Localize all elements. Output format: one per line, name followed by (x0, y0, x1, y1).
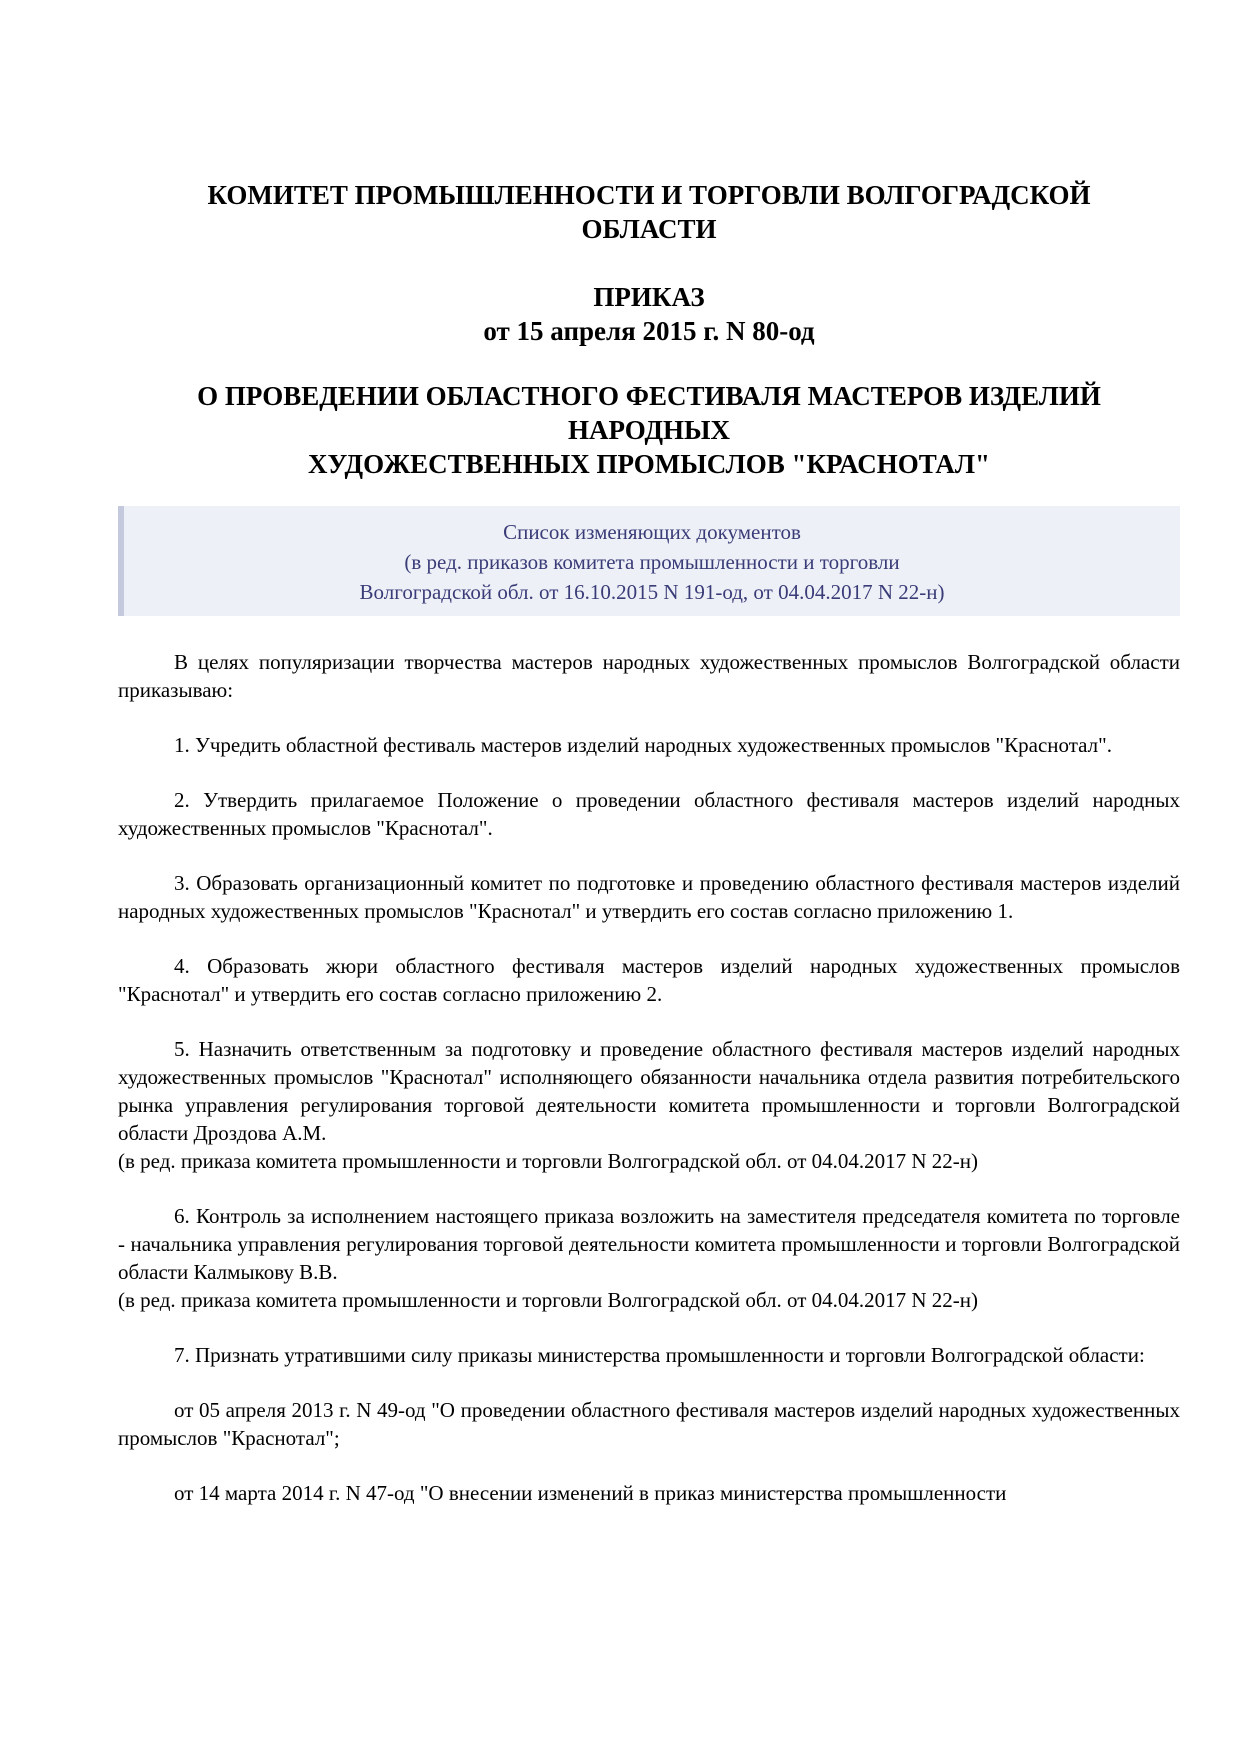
doc-type: ПРИКАЗ (593, 282, 705, 312)
item-6-block (118, 1202, 1180, 1314)
item-5: 5. Назначить ответственным за подготовку и проведение областного фестиваля мастеров изделий народных художественных промыслов "Краснотал" исполняющего обязанности начальника отдела развития потребительского рынка управления регулирования торговой деятельности комитета промышленности и торговли Волгоградской области Дроздова А.М. (118, 1037, 1180, 1145)
title-line-2: НАРОДНЫХ (567, 415, 731, 445)
item-2: 2. Утвердить прилагаемое Положение о проведении областного фестиваля мастеров изделий народных художественных промыслов "Краснотал". (118, 788, 1180, 840)
item-3: 3. Образовать организационный комитет по подготовке и проведению областного фестиваля мастеров изделий народных художественных промыслов "Краснотал" и утвердить его состав согласно приложению 1. (118, 871, 1180, 923)
title-line-1: О ПРОВЕДЕНИИ ОБЛАСТНОГО ФЕСТИВАЛЯ МАСТЕРОВ ИЗДЕЛИЙ (197, 381, 1101, 411)
revision-heading: Список изменяющих документов (503, 520, 801, 544)
revision-list-box (118, 506, 1180, 616)
item-4: 4. Образовать жюри областного фестиваля мастеров изделий народных художественных промыслов "Краснотал" и утвердить его состав согласно приложению 2. (118, 954, 1180, 1006)
preamble: В целях популяризации творчества мастеров народных художественных промыслов Волгоградской области приказываю: (118, 650, 1180, 702)
repeal-1: от 05 апреля 2013 г. N 49-од "О проведении областного фестиваля мастеров изделий народных художественных промыслов "Краснотал"; (118, 1398, 1180, 1450)
org-line-2: ОБЛАСТИ (581, 214, 717, 244)
item-6: 6. Контроль за исполнением настоящего приказа возложить на заместителя председателя комитета по торговле - начальника управления регулирования торговой деятельности комитета промышленности и торговли Волгоградской области Калмыкову В.В. (118, 1204, 1180, 1284)
doc-date-number: от 15 апреля 2015 г. N 80-од (483, 316, 815, 346)
organization-heading (118, 178, 1180, 246)
item-7: 7. Признать утратившими силу приказы министерства промышленности и торговли Волгоградской области: (174, 1343, 1145, 1367)
revision-line-2: (в ред. приказов комитета промышленности и торговли (404, 550, 900, 574)
item-5-block (118, 1035, 1180, 1175)
item-1: 1. Учредить областной фестиваль мастеров изделий народных художественных промыслов "Краснотал". (174, 733, 1112, 757)
title-line-3: ХУДОЖЕСТВЕННЫХ ПРОМЫСЛОВ "КРАСНОТАЛ" (307, 449, 991, 479)
document-body (118, 648, 1180, 1534)
order-title (118, 379, 1180, 481)
repeal-2: от 14 марта 2014 г. N 47-од "О внесении изменений в приказ министерства промышленности (174, 1481, 1007, 1505)
revision-line-3: Волгоградской обл. от 16.10.2015 N 191-од, от 04.04.2017 N 22-н) (359, 580, 945, 604)
order-heading (118, 280, 1180, 348)
org-line-1: КОМИТЕТ ПРОМЫШЛЕННОСТИ И ТОРГОВЛИ ВОЛГОГРАДСКОЙ (207, 180, 1091, 210)
item-5-note: (в ред. приказа комитета промышленности и торговли Волгоградской обл. от 04.04.2017 N 22-н) (118, 1149, 979, 1173)
item-6-note: (в ред. приказа комитета промышленности и торговли Волгоградской обл. от 04.04.2017 N 22-н) (118, 1288, 979, 1312)
